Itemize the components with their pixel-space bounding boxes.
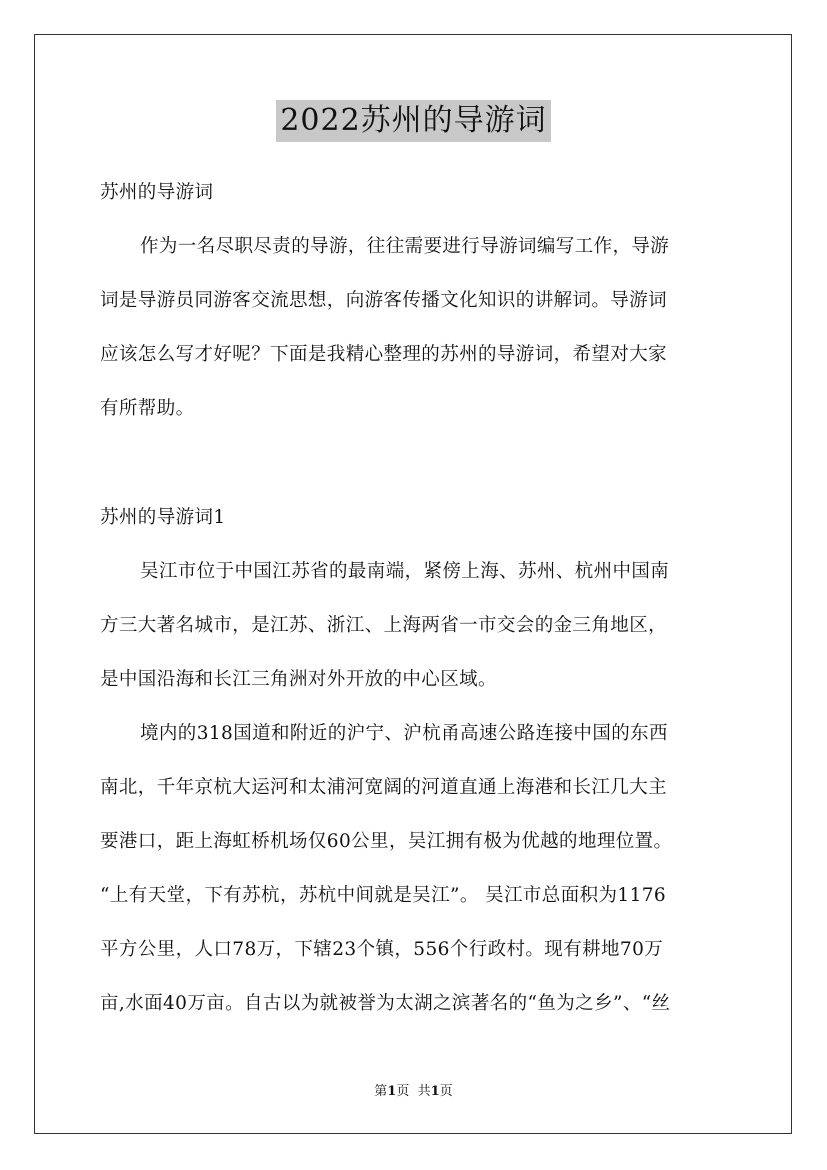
paragraph-line: 南北，千年京杭大运河和太浦河宽阔的河道直通上海港和长江几大主: [100, 777, 668, 798]
total-prefix: 共: [417, 1084, 431, 1099]
paragraph-line: 方三大著名城市，是江苏、浙江、上海两省一市交会的金三角地区，: [100, 615, 668, 636]
intro-line: 词是导游员同游客交流思想，向游客传播文化知识的讲解词。导游词: [100, 290, 668, 311]
paragraph-spacer: [100, 436, 740, 491]
paragraph-line: 吴江市位于中国江苏省的最南端，紧傍上海、苏州、杭州中国南: [140, 561, 670, 582]
paragraph-line: 是中国沿海和长江三角洲对外开放的中心区域。: [100, 669, 497, 690]
total-suffix: 页: [439, 1084, 453, 1099]
intro-line: 作为一名尽职尽责的导游，往往需要进行导游词编写工作，导游: [140, 236, 670, 257]
paragraph-line: 亩,水面40万亩。自古以为就被誉为太湖之滨著名的“鱼为之乡”、“丝: [100, 993, 671, 1014]
document-body: [100, 166, 740, 1031]
title-container: [0, 100, 827, 142]
paragraph-line: 境内的318国道和附近的沪宁、沪杭甬高速公路连接中国的东西: [140, 723, 668, 744]
paragraph-line: “上有天堂，下有苏杭，苏杭中间就是吴江”。 吴江市总面积为1176: [100, 885, 667, 906]
document-title: 2022苏州的导游词: [276, 100, 550, 142]
subtitle: 苏州的导游词: [100, 182, 214, 203]
total-pages: 1: [430, 1084, 440, 1099]
paragraph-line: 平方公里，人口78万，下辖23个镇，556个行政村。现有耕地70万: [100, 939, 664, 960]
page-prefix: 第: [374, 1084, 388, 1099]
page-suffix: 页: [396, 1084, 410, 1099]
page-footer: [0, 1080, 827, 1099]
intro-line: 有所帮助。: [100, 398, 195, 419]
page-number: 1: [387, 1084, 397, 1099]
paragraph-line: 要港口，距上海虹桥机场仅60公里，吴江拥有极为优越的地理位置。: [100, 831, 673, 852]
intro-line: 应该怎么写才好呢？下面是我精心整理的苏州的导游词，希望对大家: [100, 344, 668, 365]
section-heading: 苏州的导游词1: [100, 507, 226, 528]
